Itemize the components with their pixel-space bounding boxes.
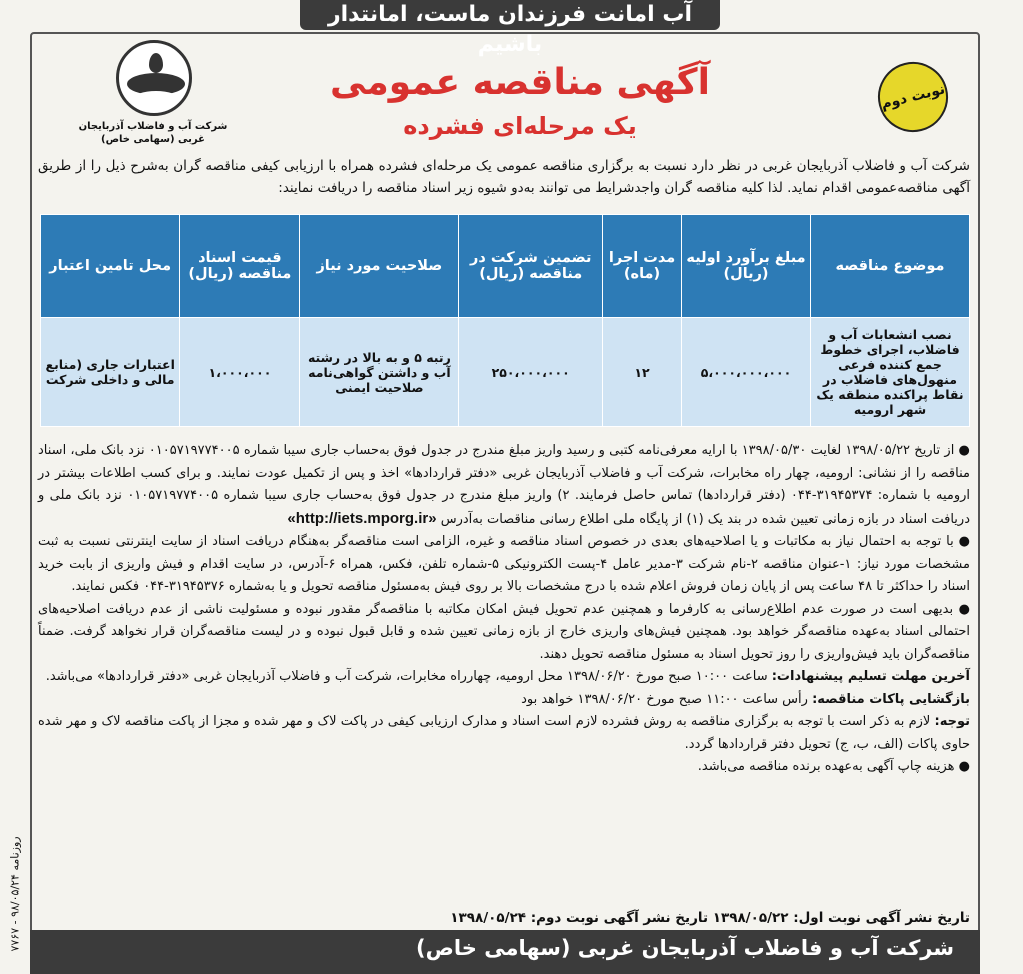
paragraph-1-text: ● از تاریخ ۱۳۹۸/۰۵/۲۲ لغایت ۱۳۹۸/۰۵/۳۰ با ارایه معرفی‌نامه کتبی و رسید واریز مبلغ مندرج در جدول فوق به‌حساب جاری سیبا شماره ۰۱۰۵۷۱۹۷۷۴۰۰۵ نزد بانک ملی، اسناد مناقصه را از نشانی: ارومیه، چهار راه مخابرات، شرکت آب و فاضلاب آذربایجان غربی «دفتر قراردادها» اخذ و پس از تکمیل عودت نمایند. و برای کسب اطلاعات بیشتر در ارومیه با شماره: ۳۱۹۴۵۳۷۴-۰۴۴ (دفتر قراردادها) تماس حاصل فرمایند. ۲) واریز مبلغ مندرج در جدول فوق به‌حساب جاری سیبا شماره ۰۱۰۵۷۱۹۷۷۴۰۰۵ نزد بانک ملی و دریافت اسناد در بازه زمانی تعیین شده در بند یک (۱) از پایگاه ملی اطلاع رسانی مناقصات به‌آدرس <box>38 443 971 527</box>
paragraph-2: ● با توجه به احتمال نیاز به مکاتبات و یا اصلاحیه‌های بعدی در خصوص اسناد مناقصه و غیره، الزامی است مناقصه‌گر به‌هنگام دریافت اسناد از سایت اینترنتی نسبت به ثبت مشخصات مورد نیاز: ۱-عنوان مناقصه ۲-نام شرکت ۳-مدیر عامل ۴-پست الکترونیکی ۵-شماره تلفن، فکس، همراه ۶-آدرس، در سایت اقدام و فیش واریزی از بابت خرید اسناد را حداکثر تا ۴۸ ساعت پس از پایان زمان فروش اعلام شده با درج مشخصات بالا بر روی فیش به‌مسئول مناقصه تحویل و یا به‌شماره ۳۱۹۴۵۳۷۶-۰۴۴ فکس نمایند. <box>38 534 970 594</box>
opening-line <box>38 689 970 712</box>
footer-banner: شرکت آب و فاضلاب آذربایجان غربی (سهامی خاص) <box>30 930 980 974</box>
side-stamp-text: روزنامه ۹۸/۰۵/۲۴ - ۷۷۶۷ <box>8 836 22 952</box>
side-stamp <box>0 690 22 960</box>
company-logo <box>78 40 228 160</box>
deadline-text: ساعت ۱۰:۰۰ صبح مورخ ۱۳۹۸/۰۶/۲۰ محل ارومیه، چهارراه مخابرات، شرکت آب و فاضلاب آذربایجان غربی «دفتر قراردادها» می‌باشد. <box>45 669 772 684</box>
paragraph-1 <box>38 440 970 531</box>
header-duration: مدت اجرا (ماه) <box>603 215 682 318</box>
deadline-label: آخرین مهلت تسلیم پیشنهادات: <box>771 669 970 684</box>
logo-company-name: شرکت آب و فاضلاب آذربایجان غربی (سهامی خاص) <box>78 121 228 145</box>
publication-dates: تاریخ نشر آگهی نوبت اول: ۱۳۹۸/۰۵/۲۲ تاریخ نشر آگهی نوبت دوم: ۱۳۹۸/۰۵/۲۴ <box>450 910 970 926</box>
paragraph-3: ● بدیهی است در صورت عدم اطلاع‌رسانی به کارفرما و همچنین عدم تحویل فیش امکان مکاتبه با مناقصه‌گر مقدور نبوده و مسئولیت ناشی از عدم دریافت اصلاحیه‌های احتمالی اسناد به‌عهده مناقصه‌گر خواهد بود. همچنین فیش‌های واریزی خارج از بازه زمانی تعیین شده و قابل قبول نبوده و در لیست مناقصه‌گران قرار نخواهد گرفت. ضمناً مناقصه‌گران باید فیش‌واریزی را روز تحویل اسناد به مسئول مناقصه تحویل دهند. <box>38 601 970 662</box>
top-banner: آب امانت فرزندان ماست، امانتدار باشیم <box>300 0 720 30</box>
header-estimate: مبلغ برآورد اولیه (ریال) <box>682 215 811 318</box>
opening-text: رأس ساعت ۱۱:۰۰ صبح مورخ ۱۳۹۸/۰۶/۲۰ خواهد بود <box>521 691 813 707</box>
note-line <box>38 711 970 756</box>
ad-title: آگهی مناقصه عمومی <box>330 62 710 103</box>
intro-text: شرکت آب و فاضلاب آذربایجان غربی در نظر دارد نسبت به برگزاری مناقصه عمومی یک مرحله‌ای فشرده همراه با ارزیابی کیفی مناقصه گران به‌شرح ذیل را از طریق آگهی مناقصه‌عمومی اقدام نماید. لذا کلیه مناقصه گران واجدشرایط می توانند به‌دو شیوه زیر اسناد مناقصه را دریافت نمایند: <box>38 158 970 196</box>
cell-duration: ۱۲ <box>603 318 682 427</box>
deadline-line <box>38 666 970 689</box>
table-header-row <box>41 215 970 318</box>
cell-estimate: ۵،۰۰۰،۰۰۰،۰۰۰ <box>682 318 811 427</box>
header-qualification: صلاحیت مورد نیاز <box>300 215 459 318</box>
opening-label: بازگشایی پاکات مناقصه: <box>812 691 970 707</box>
table-row <box>41 318 970 427</box>
cell-qualification: رتبه ۵ و به بالا در رشته آب و داشتن گواهی‌نامه صلاحیت ایمنی <box>300 318 459 427</box>
header-guarantee: تضمین شرکت در مناقصه (ریال) <box>459 215 603 318</box>
cell-funding: اعتبارات جاری (منابع مالی و داخلی شرکت <box>41 318 180 427</box>
water-drop-icon <box>116 40 192 116</box>
note-text: لازم به ذکر است با توجه به برگزاری مناقصه به روش فشرده لازم است اسناد و مدارک ارزیابی کیفی در پاکت لاک و مهر شده و مجزا از پاکت مناقصه لاک و مهر شده حاوی پاکات (الف، ب، ج) تحویل دفتر قراردادها گردد. <box>38 714 970 752</box>
cell-guarantee: ۲۵۰،۰۰۰،۰۰۰ <box>459 318 603 427</box>
header-doc-price: قیمت اسناد مناقصه (ریال) <box>180 215 300 318</box>
cell-subject: نصب انشعابات آب و فاضلاب، اجرای خطوط جمع کننده فرعی منهول‌های فاضلاب در نقاط پراکنده منطقه یک شهر ارومیه <box>811 318 970 427</box>
note-label: توجه: <box>934 714 970 729</box>
cell-doc-price: ۱،۰۰۰،۰۰۰ <box>180 318 300 427</box>
header-funding: محل تامین اعتبار <box>41 215 180 318</box>
header-subject: موضوع مناقصه <box>811 215 970 318</box>
round-badge: نوبت دوم <box>871 55 956 140</box>
cost-line: ● هزینه چاپ آگهی به‌عهده برنده مناقصه می‌باشد. <box>697 759 970 774</box>
portal-link[interactable]: «http://iets.mporg.ir» <box>287 509 437 527</box>
ad-body <box>38 440 970 779</box>
ad-subtitle: یک مرحله‌ای فشرده <box>403 112 637 140</box>
tender-table <box>40 214 970 427</box>
